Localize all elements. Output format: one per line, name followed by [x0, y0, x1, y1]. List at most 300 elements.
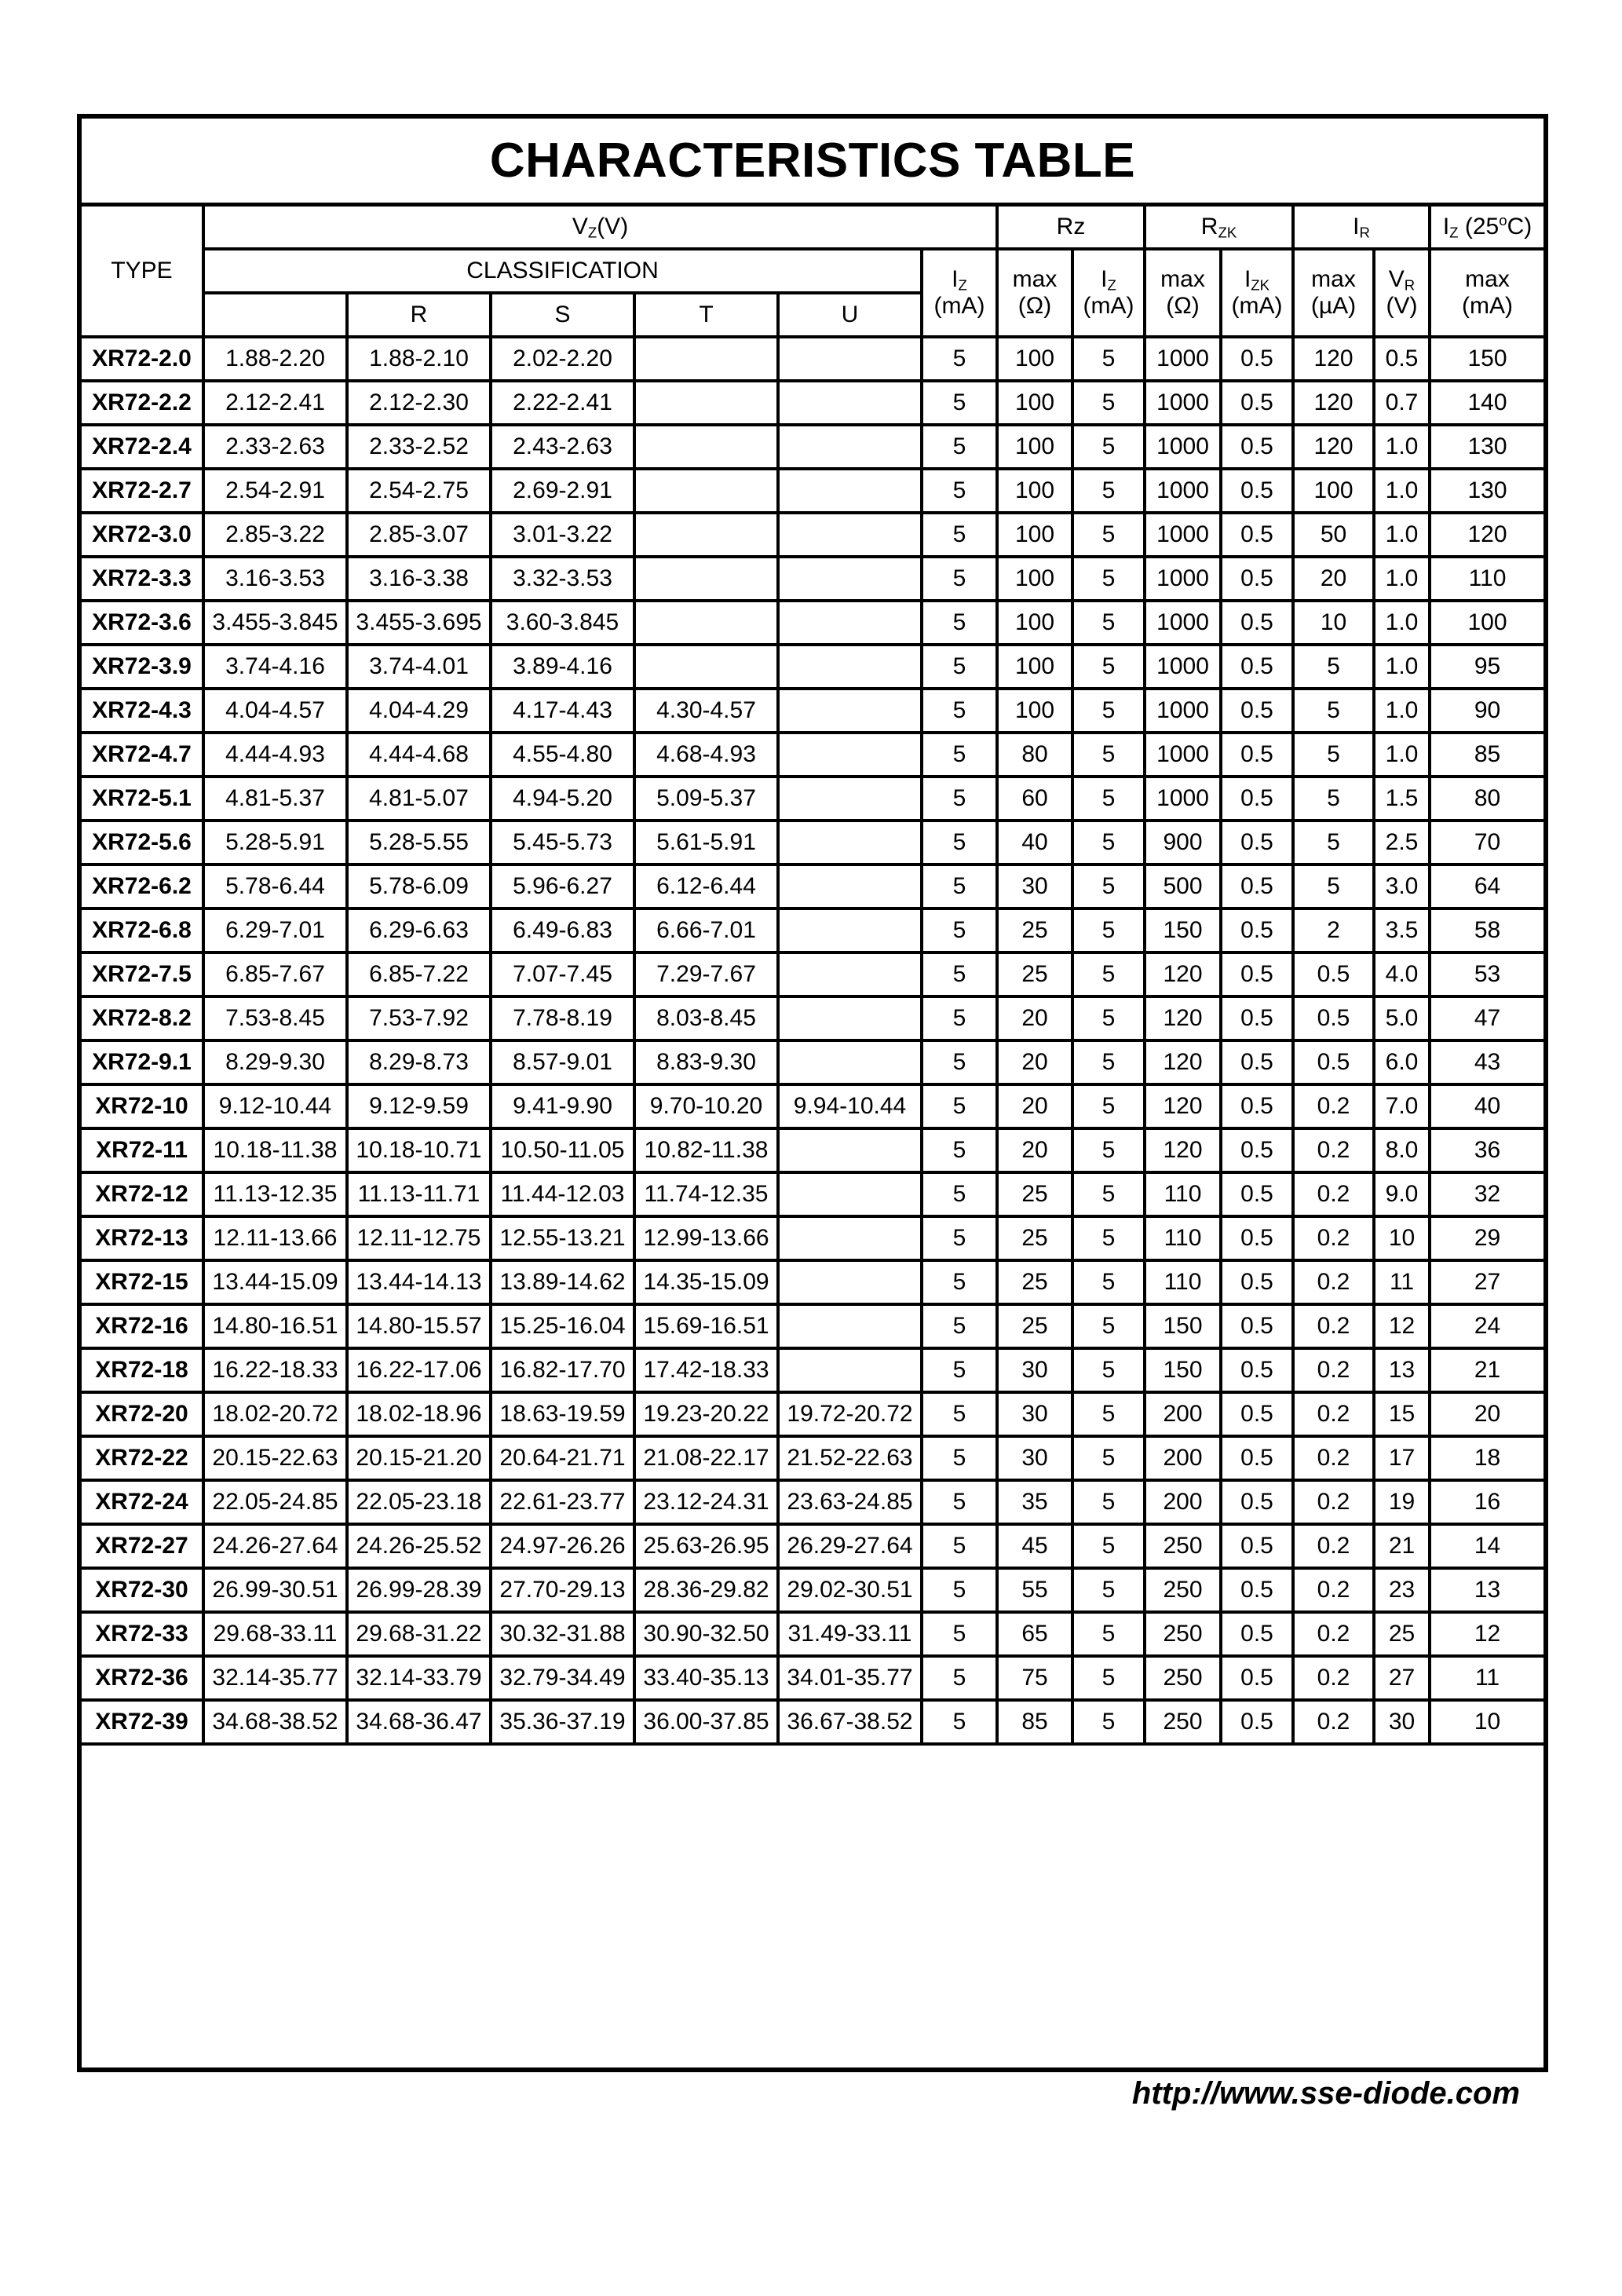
type-cell: XR72-3.6 — [82, 601, 203, 645]
value-cell: 25 — [997, 1216, 1072, 1260]
value-cell: 34.01-35.77 — [778, 1656, 922, 1700]
header-ir — [1293, 207, 1430, 249]
value-cell: 9.0 — [1374, 1172, 1430, 1216]
value-cell: 900 — [1145, 821, 1221, 865]
value-cell: 10.50-11.05 — [491, 1128, 634, 1172]
value-cell: 3.455-3.845 — [203, 601, 347, 645]
value-cell: 5 — [922, 1612, 997, 1656]
value-cell: 5.78-6.44 — [203, 865, 347, 909]
value-cell: 1000 — [1145, 513, 1221, 557]
value-cell: 55 — [997, 1568, 1072, 1612]
type-cell: XR72-24 — [82, 1480, 203, 1524]
header-izm-max — [1430, 249, 1543, 337]
value-cell: 5 — [1072, 909, 1145, 952]
header-rz-iz — [1072, 249, 1145, 337]
value-cell: 5.96-6.27 — [491, 865, 634, 909]
value-cell: 0.5 — [1221, 1524, 1293, 1568]
value-cell: 30 — [997, 1348, 1072, 1392]
value-cell: 0.5 — [1221, 1700, 1293, 1744]
value-cell: 7.53-7.92 — [347, 996, 491, 1040]
value-cell: 5 — [922, 381, 997, 425]
value-cell: 27 — [1374, 1656, 1430, 1700]
value-cell: 5 — [1072, 645, 1145, 689]
table-row — [82, 1172, 1543, 1216]
value-cell — [778, 601, 922, 645]
value-cell: 5 — [922, 821, 997, 865]
value-cell: 40 — [997, 821, 1072, 865]
value-cell: 120 — [1145, 1040, 1221, 1084]
value-cell: 0.5 — [1221, 952, 1293, 996]
value-cell: 6.85-7.22 — [347, 952, 491, 996]
value-cell: 250 — [1145, 1612, 1221, 1656]
value-cell: 5 — [1072, 1524, 1145, 1568]
table-row — [82, 1436, 1543, 1480]
value-cell: 0.5 — [1293, 952, 1374, 996]
value-cell: 0.5 — [1221, 1216, 1293, 1260]
table-row — [82, 733, 1543, 777]
value-cell: 18.02-20.72 — [203, 1392, 347, 1436]
value-cell: 120 — [1145, 952, 1221, 996]
value-cell: 3.60-3.845 — [491, 601, 634, 645]
value-cell: 5 — [1072, 469, 1145, 513]
type-cell: XR72-3.9 — [82, 645, 203, 689]
table-row — [82, 689, 1543, 733]
value-cell: 0.5 — [1221, 1612, 1293, 1656]
value-cell: 18 — [1430, 1436, 1543, 1480]
blank-area — [82, 1744, 1543, 1973]
type-cell: XR72-4.7 — [82, 733, 203, 777]
value-cell: 5 — [922, 1040, 997, 1084]
value-cell — [778, 1128, 922, 1172]
header-iz — [922, 249, 997, 337]
value-cell: 5 — [922, 425, 997, 469]
value-cell: 34.68-36.47 — [347, 1700, 491, 1744]
value-cell: 0.5 — [1221, 996, 1293, 1040]
value-cell: 5 — [1072, 1348, 1145, 1392]
value-cell — [778, 689, 922, 733]
header-vz-sub: Z — [587, 224, 597, 241]
value-cell: 5 — [922, 1524, 997, 1568]
header-temp-open: (25 — [1458, 213, 1500, 239]
value-cell: 110 — [1145, 1260, 1221, 1304]
value-cell: 2.85-3.07 — [347, 513, 491, 557]
value-cell: 30.32-31.88 — [491, 1612, 634, 1656]
value-cell: 58 — [1430, 909, 1543, 952]
value-cell: 25 — [997, 1260, 1072, 1304]
value-cell: 3.74-4.16 — [203, 645, 347, 689]
value-cell: 100 — [997, 645, 1072, 689]
value-cell: 4.68-4.93 — [634, 733, 778, 777]
value-cell: 250 — [1145, 1524, 1221, 1568]
value-cell: 3.16-3.38 — [347, 557, 491, 601]
value-cell: 7.29-7.67 — [634, 952, 778, 996]
header-izk-sub: ZK — [1251, 276, 1270, 294]
value-cell: 11 — [1430, 1656, 1543, 1700]
value-cell: 1.0 — [1374, 689, 1430, 733]
value-cell: 27 — [1430, 1260, 1543, 1304]
value-cell: 250 — [1145, 1656, 1221, 1700]
value-cell: 0.2 — [1293, 1216, 1374, 1260]
value-cell — [634, 337, 778, 381]
table-title: CHARACTERISTICS TABLE — [82, 119, 1543, 207]
header-izk-unit: (mA) — [1231, 293, 1283, 319]
value-cell: 14.35-15.09 — [634, 1260, 778, 1304]
table-row — [82, 1524, 1543, 1568]
value-cell — [634, 645, 778, 689]
value-cell: 6.0 — [1374, 1040, 1430, 1084]
value-cell: 16.22-18.33 — [203, 1348, 347, 1392]
header-rzk-letter: R — [1200, 213, 1218, 239]
header-row-2 — [82, 249, 1543, 293]
value-cell: 0.5 — [1221, 1172, 1293, 1216]
value-cell: 0.5 — [1221, 865, 1293, 909]
value-cell: 7.07-7.45 — [491, 952, 634, 996]
value-cell: 5 — [1072, 1260, 1145, 1304]
value-cell: 1000 — [1145, 337, 1221, 381]
value-cell: 1.0 — [1374, 425, 1430, 469]
value-cell: 1000 — [1145, 425, 1221, 469]
value-cell: 150 — [1430, 337, 1543, 381]
value-cell: 2.22-2.41 — [491, 381, 634, 425]
value-cell — [778, 557, 922, 601]
value-cell — [778, 1348, 922, 1392]
value-cell: 16 — [1430, 1480, 1543, 1524]
value-cell: 19.23-20.22 — [634, 1392, 778, 1436]
value-cell: 4.17-4.43 — [491, 689, 634, 733]
value-cell: 5.61-5.91 — [634, 821, 778, 865]
value-cell: 5.78-6.09 — [347, 865, 491, 909]
value-cell: 100 — [997, 557, 1072, 601]
header-iz-sub: Z — [958, 276, 967, 294]
value-cell: 24.26-27.64 — [203, 1524, 347, 1568]
value-cell: 20 — [1293, 557, 1374, 601]
value-cell: 5 — [1293, 777, 1374, 821]
type-cell: XR72-39 — [82, 1700, 203, 1744]
value-cell: 30.90-32.50 — [634, 1612, 778, 1656]
value-cell: 5 — [1072, 1040, 1145, 1084]
header-izk — [1221, 249, 1293, 337]
header-ir-unit: (µA) — [1310, 293, 1357, 319]
value-cell — [778, 952, 922, 996]
value-cell: 120 — [1293, 425, 1374, 469]
value-cell: 5 — [922, 645, 997, 689]
value-cell: 0.2 — [1293, 1700, 1374, 1744]
type-cell: XR72-22 — [82, 1436, 203, 1480]
value-cell: 5 — [922, 469, 997, 513]
value-cell: 5 — [922, 337, 997, 381]
footer-url[interactable]: http://www.sse-diode.com — [1131, 2076, 1520, 2111]
value-cell: 0.5 — [1221, 469, 1293, 513]
value-cell: 2.43-2.63 — [491, 425, 634, 469]
characteristics-table-frame — [77, 114, 1548, 2072]
value-cell: 21 — [1430, 1348, 1543, 1392]
value-cell: 5 — [922, 1260, 997, 1304]
table-row — [82, 381, 1543, 425]
type-cell: XR72-15 — [82, 1260, 203, 1304]
header-rz-iz-sub: Z — [1107, 276, 1116, 294]
value-cell: 5 — [1072, 1656, 1145, 1700]
value-cell: 0.2 — [1293, 1480, 1374, 1524]
value-cell: 5.45-5.73 — [491, 821, 634, 865]
value-cell: 14.80-16.51 — [203, 1304, 347, 1348]
type-cell: XR72-13 — [82, 1216, 203, 1260]
header-type: TYPE — [82, 207, 203, 337]
value-cell: 0.2 — [1293, 1568, 1374, 1612]
table-row — [82, 645, 1543, 689]
value-cell: 35.36-37.19 — [491, 1700, 634, 1744]
value-cell: 8.0 — [1374, 1128, 1430, 1172]
value-cell: 110 — [1145, 1216, 1221, 1260]
value-cell: 25 — [1374, 1612, 1430, 1656]
value-cell: 21.52-22.63 — [778, 1436, 922, 1480]
value-cell: 85 — [997, 1700, 1072, 1744]
value-cell: 12.99-13.66 — [634, 1216, 778, 1260]
value-cell: 140 — [1430, 381, 1543, 425]
value-cell: 0.5 — [1221, 1128, 1293, 1172]
value-cell: 13 — [1374, 1348, 1430, 1392]
value-cell — [778, 865, 922, 909]
value-cell: 19 — [1374, 1480, 1430, 1524]
type-cell: XR72-11 — [82, 1128, 203, 1172]
value-cell: 4.0 — [1374, 952, 1430, 996]
value-cell: 6.29-7.01 — [203, 909, 347, 952]
value-cell — [634, 513, 778, 557]
value-cell: 0.5 — [1221, 645, 1293, 689]
value-cell — [778, 1216, 922, 1260]
value-cell: 5 — [922, 1304, 997, 1348]
value-cell: 250 — [1145, 1568, 1221, 1612]
value-cell: 13.44-14.13 — [347, 1260, 491, 1304]
value-cell: 120 — [1145, 996, 1221, 1040]
value-cell: 5 — [1072, 952, 1145, 996]
value-cell — [634, 601, 778, 645]
value-cell — [634, 469, 778, 513]
value-cell: 1000 — [1145, 557, 1221, 601]
value-cell: 1000 — [1145, 381, 1221, 425]
value-cell: 6.85-7.67 — [203, 952, 347, 996]
value-cell: 50 — [1293, 513, 1374, 557]
type-cell: XR72-3.3 — [82, 557, 203, 601]
value-cell: 5 — [922, 777, 997, 821]
value-cell: 2.12-2.30 — [347, 381, 491, 425]
value-cell: 24 — [1430, 1304, 1543, 1348]
value-cell: 5 — [1072, 1700, 1145, 1744]
value-cell — [778, 645, 922, 689]
value-cell: 11.13-12.35 — [203, 1172, 347, 1216]
value-cell: 5 — [1072, 1084, 1145, 1128]
value-cell: 15.69-16.51 — [634, 1304, 778, 1348]
value-cell: 6.12-6.44 — [634, 865, 778, 909]
value-cell: 100 — [1293, 469, 1374, 513]
value-cell: 3.74-4.01 — [347, 645, 491, 689]
value-cell: 120 — [1430, 513, 1543, 557]
value-cell: 18.63-19.59 — [491, 1392, 634, 1436]
value-cell: 5 — [1072, 337, 1145, 381]
value-cell — [778, 337, 922, 381]
value-cell: 5 — [1072, 1304, 1145, 1348]
type-cell: XR72-7.5 — [82, 952, 203, 996]
value-cell: 5 — [1072, 1128, 1145, 1172]
value-cell: 9.94-10.44 — [778, 1084, 922, 1128]
value-cell: 5 — [922, 1480, 997, 1524]
value-cell: 5 — [922, 513, 997, 557]
value-cell: 100 — [997, 689, 1072, 733]
value-cell: 5 — [922, 1128, 997, 1172]
value-cell: 36.67-38.52 — [778, 1700, 922, 1744]
value-cell — [634, 557, 778, 601]
value-cell: 0.5 — [1221, 425, 1293, 469]
type-cell: XR72-16 — [82, 1304, 203, 1348]
value-cell: 25 — [997, 1304, 1072, 1348]
value-cell: 100 — [997, 425, 1072, 469]
value-cell: 5 — [1072, 1568, 1145, 1612]
value-cell: 5 — [1072, 1436, 1145, 1480]
value-cell: 3.5 — [1374, 909, 1430, 952]
value-cell: 5 — [1072, 1216, 1145, 1260]
value-cell: 0.5 — [1221, 557, 1293, 601]
value-cell: 0.5 — [1221, 1656, 1293, 1700]
value-cell: 5 — [1072, 689, 1145, 733]
blank-area-row — [82, 1744, 1543, 1973]
value-cell: 3.32-3.53 — [491, 557, 634, 601]
characteristics-table — [82, 207, 1543, 1973]
value-cell: 6.66-7.01 — [634, 909, 778, 952]
value-cell: 29 — [1430, 1216, 1543, 1260]
value-cell: 10.18-11.38 — [203, 1128, 347, 1172]
value-cell: 64 — [1430, 865, 1543, 909]
value-cell: 1.88-2.20 — [203, 337, 347, 381]
value-cell — [778, 909, 922, 952]
value-cell — [778, 1172, 922, 1216]
table-row — [82, 1084, 1543, 1128]
type-cell: XR72-4.3 — [82, 689, 203, 733]
table-row — [82, 1656, 1543, 1700]
value-cell: 22.05-24.85 — [203, 1480, 347, 1524]
value-cell: 4.81-5.37 — [203, 777, 347, 821]
value-cell: 0.2 — [1293, 1436, 1374, 1480]
value-cell: 23.12-24.31 — [634, 1480, 778, 1524]
value-cell: 1.0 — [1374, 557, 1430, 601]
value-cell: 150 — [1145, 1304, 1221, 1348]
value-cell: 16.22-17.06 — [347, 1348, 491, 1392]
header-izm — [1430, 207, 1543, 249]
table-row — [82, 996, 1543, 1040]
value-cell: 5 — [922, 689, 997, 733]
value-cell: 2.33-2.63 — [203, 425, 347, 469]
type-cell: XR72-8.2 — [82, 996, 203, 1040]
value-cell: 30 — [1374, 1700, 1430, 1744]
value-cell: 10 — [1293, 601, 1374, 645]
value-cell: 30 — [997, 1392, 1072, 1436]
value-cell: 100 — [997, 513, 1072, 557]
value-cell: 24.26-25.52 — [347, 1524, 491, 1568]
value-cell: 60 — [997, 777, 1072, 821]
value-cell: 4.55-4.80 — [491, 733, 634, 777]
value-cell: 23.63-24.85 — [778, 1480, 922, 1524]
value-cell: 5 — [1072, 601, 1145, 645]
value-cell: 10.82-11.38 — [634, 1128, 778, 1172]
value-cell: 12 — [1430, 1612, 1543, 1656]
value-cell: 2.5 — [1374, 821, 1430, 865]
value-cell: 12.11-12.75 — [347, 1216, 491, 1260]
header-iz-unit: (mA) — [933, 293, 985, 319]
value-cell: 0.5 — [1221, 821, 1293, 865]
value-cell: 14.80-15.57 — [347, 1304, 491, 1348]
header-vr — [1374, 249, 1430, 337]
table-row — [82, 1260, 1543, 1304]
header-rzk-sub: ZK — [1218, 224, 1237, 241]
value-cell: 100 — [1430, 601, 1543, 645]
value-cell: 200 — [1145, 1436, 1221, 1480]
value-cell: 43 — [1430, 1040, 1543, 1084]
value-cell: 0.5 — [1221, 1348, 1293, 1392]
value-cell: 0.5 — [1221, 601, 1293, 645]
value-cell — [778, 777, 922, 821]
value-cell: 5 — [922, 1348, 997, 1392]
table-row — [82, 1480, 1543, 1524]
value-cell: 20.15-21.20 — [347, 1436, 491, 1480]
header-izm-unit: (mA) — [1462, 293, 1513, 319]
value-cell: 5 — [1293, 689, 1374, 733]
table-row — [82, 601, 1543, 645]
value-cell: 5 — [922, 909, 997, 952]
value-cell: 5 — [1072, 1392, 1145, 1436]
value-cell: 0.2 — [1293, 1348, 1374, 1392]
table-row — [82, 1568, 1543, 1612]
value-cell: 4.30-4.57 — [634, 689, 778, 733]
table-row — [82, 821, 1543, 865]
value-cell: 110 — [1145, 1172, 1221, 1216]
value-cell: 1000 — [1145, 777, 1221, 821]
value-cell: 0.5 — [1221, 733, 1293, 777]
value-cell: 27.70-29.13 — [491, 1568, 634, 1612]
header-rz-max-label: max — [1012, 265, 1058, 292]
value-cell: 0.5 — [1221, 1084, 1293, 1128]
type-cell: XR72-12 — [82, 1172, 203, 1216]
value-cell: 25 — [997, 1172, 1072, 1216]
value-cell: 8.29-8.73 — [347, 1040, 491, 1084]
value-cell: 5 — [922, 733, 997, 777]
value-cell: 65 — [997, 1612, 1072, 1656]
type-cell: XR72-10 — [82, 1084, 203, 1128]
value-cell: 5 — [1293, 821, 1374, 865]
value-cell: 1.0 — [1374, 469, 1430, 513]
value-cell: 1000 — [1145, 469, 1221, 513]
header-class-r: R — [347, 293, 491, 337]
value-cell: 5 — [1072, 996, 1145, 1040]
value-cell: 29.68-33.11 — [203, 1612, 347, 1656]
table-row — [82, 865, 1543, 909]
value-cell: 5 — [922, 601, 997, 645]
header-rz-unit: (Ω) — [1017, 293, 1052, 319]
value-cell: 14 — [1430, 1524, 1543, 1568]
value-cell: 150 — [1145, 1348, 1221, 1392]
value-cell: 17 — [1374, 1436, 1430, 1480]
value-cell: 5 — [1072, 1172, 1145, 1216]
value-cell: 3.89-4.16 — [491, 645, 634, 689]
type-cell: XR72-33 — [82, 1612, 203, 1656]
header-classification: CLASSIFICATION — [203, 249, 922, 293]
value-cell: 0.2 — [1293, 1084, 1374, 1128]
header-class-u: U — [778, 293, 922, 337]
value-cell: 110 — [1430, 557, 1543, 601]
value-cell: 85 — [1430, 733, 1543, 777]
value-cell: 5.09-5.37 — [634, 777, 778, 821]
header-temp-deg: o — [1499, 211, 1507, 229]
table-row — [82, 1040, 1543, 1084]
value-cell: 11.44-12.03 — [491, 1172, 634, 1216]
value-cell: 32 — [1430, 1172, 1543, 1216]
